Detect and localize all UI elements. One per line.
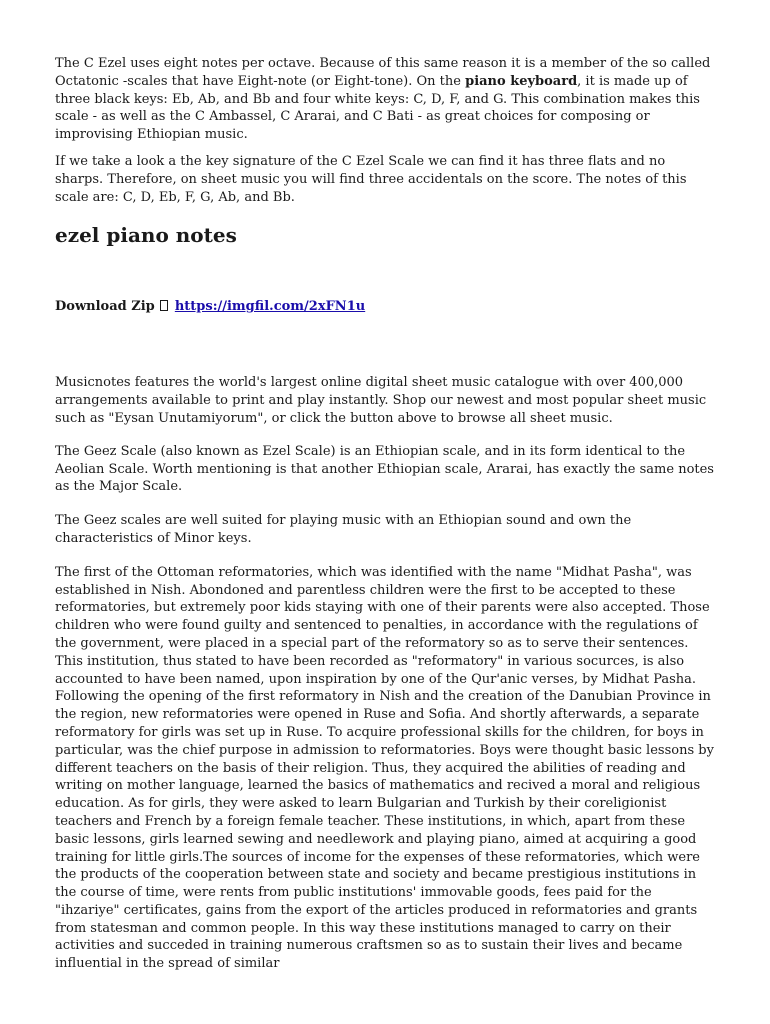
- download-line: [55, 298, 717, 316]
- document-page: [55, 55, 717, 973]
- paragraph-geez-minor: The Geez scales are well suited for playing music with an Ethiopian sound and own the characteristics of Minor keys.: [55, 513, 632, 546]
- download-label: Download Zip: [55, 299, 155, 315]
- paragraph-octatonic: [55, 55, 717, 144]
- paragraph-octatonic-text-1: The C Ezel uses eight notes per octave. Because of this same reason it is a member of the so called Octatonic -scales that have Eight-note (or Eight-tone). On the: [55, 56, 711, 89]
- paragraph-octatonic-text-2: , it is made up of three black keys: Eb, Ab, and Bb and four white keys: C, D, F, and G. This combination makes this scale - as well as the C Ambassel, C Ararai, and C Bati - as great choices for composing or improvising Ethiopian music.: [55, 73, 700, 143]
- paragraph-key-signature: If we take a look a the key signature of the C Ezel Scale we can find it has three flats and no sharps. Therefore, on sheet music you will find three accidentals on the score. The notes of this scale are: C, D, Eb, F, G, Ab, and Bb.: [55, 153, 687, 205]
- missing-glyph-icon: [160, 300, 168, 311]
- bold-piano-keyboard: piano keyboard: [465, 73, 578, 89]
- paragraph-reformatories: The first of the Ottoman reformatories, which was identified with the name "Midhat Pasha", was established in Nish. Abondoned and parentless children were the first to be accepted to these reformatories, but extremely poor kids staying with one of their parents were also accepted. Those children who were found guilty and sentenced to penalties, in accordance with the regulations of the government, were placed in a special part of the reformatory so as to serve their sentences. This institution, thus stated to have been recorded as "reformatory" in various socurces, is also accounted to have been named, upon inspiration by one of the Qur'anic verses, by Midhat Pasha. Following the opening of the first reformatory in Nish and the creation of the Danubian Province in the region, new reformatories were opened in Ruse and Sofia. And shortly afterwards, a separate reformatory for girls was set up in Ruse. To acquire professional skills for the children, for boys in particular, was the chief purpose in admission to reformatories. Boys were thought basic lessons by different teachers on the basis of their religion. Thus, they acquired the abilities of reading and writing on mother language, learned the basics of mathematics and recived a moral and religious education. As for girls, they were asked to learn Bulgarian and Turkish by their coreligionist teachers and French by a foreign female teacher. These institutions, in which, apart from these basic lessons, girls learned sewing and needlework and playing piano, aimed at acquiring a good training for little girls.The sources of income for the expenses of these reformatories, which were the products of the cooperation between state and society and became prestigious institutions in the course of time, were rents from public institutions' immovable goods, fees paid for the "ihzariye" certificates, gains from the export of the articles produced in reformatories and grants from statesman and common people. In this way these institutions managed to carry on their activities and succeded in training numerous craftsmen so as to sustain their lives and became influential in the spread of similar: [55, 564, 714, 972]
- paragraph-geez-scale: The Geez Scale (also known as Ezel Scale) is an Ethiopian scale, and in its form identical to the Aeolian Scale. Worth mentioning is that another Ethiopian scale, Ararai, has exactly the same notes as the Major Scale.: [55, 443, 714, 495]
- section-heading: ezel piano notes: [55, 223, 237, 248]
- paragraph-musicnotes: Musicnotes features the world's largest online digital sheet music catalogue with over 400,000 arrangements available to print and play instantly. Shop our newest and most popular sheet music such as "Eysan Unutamiyorum", or click the button above to browse all sheet music.: [55, 375, 707, 426]
- download-link[interactable]: https://imgfil.com/2xFN1u: [174, 299, 366, 315]
